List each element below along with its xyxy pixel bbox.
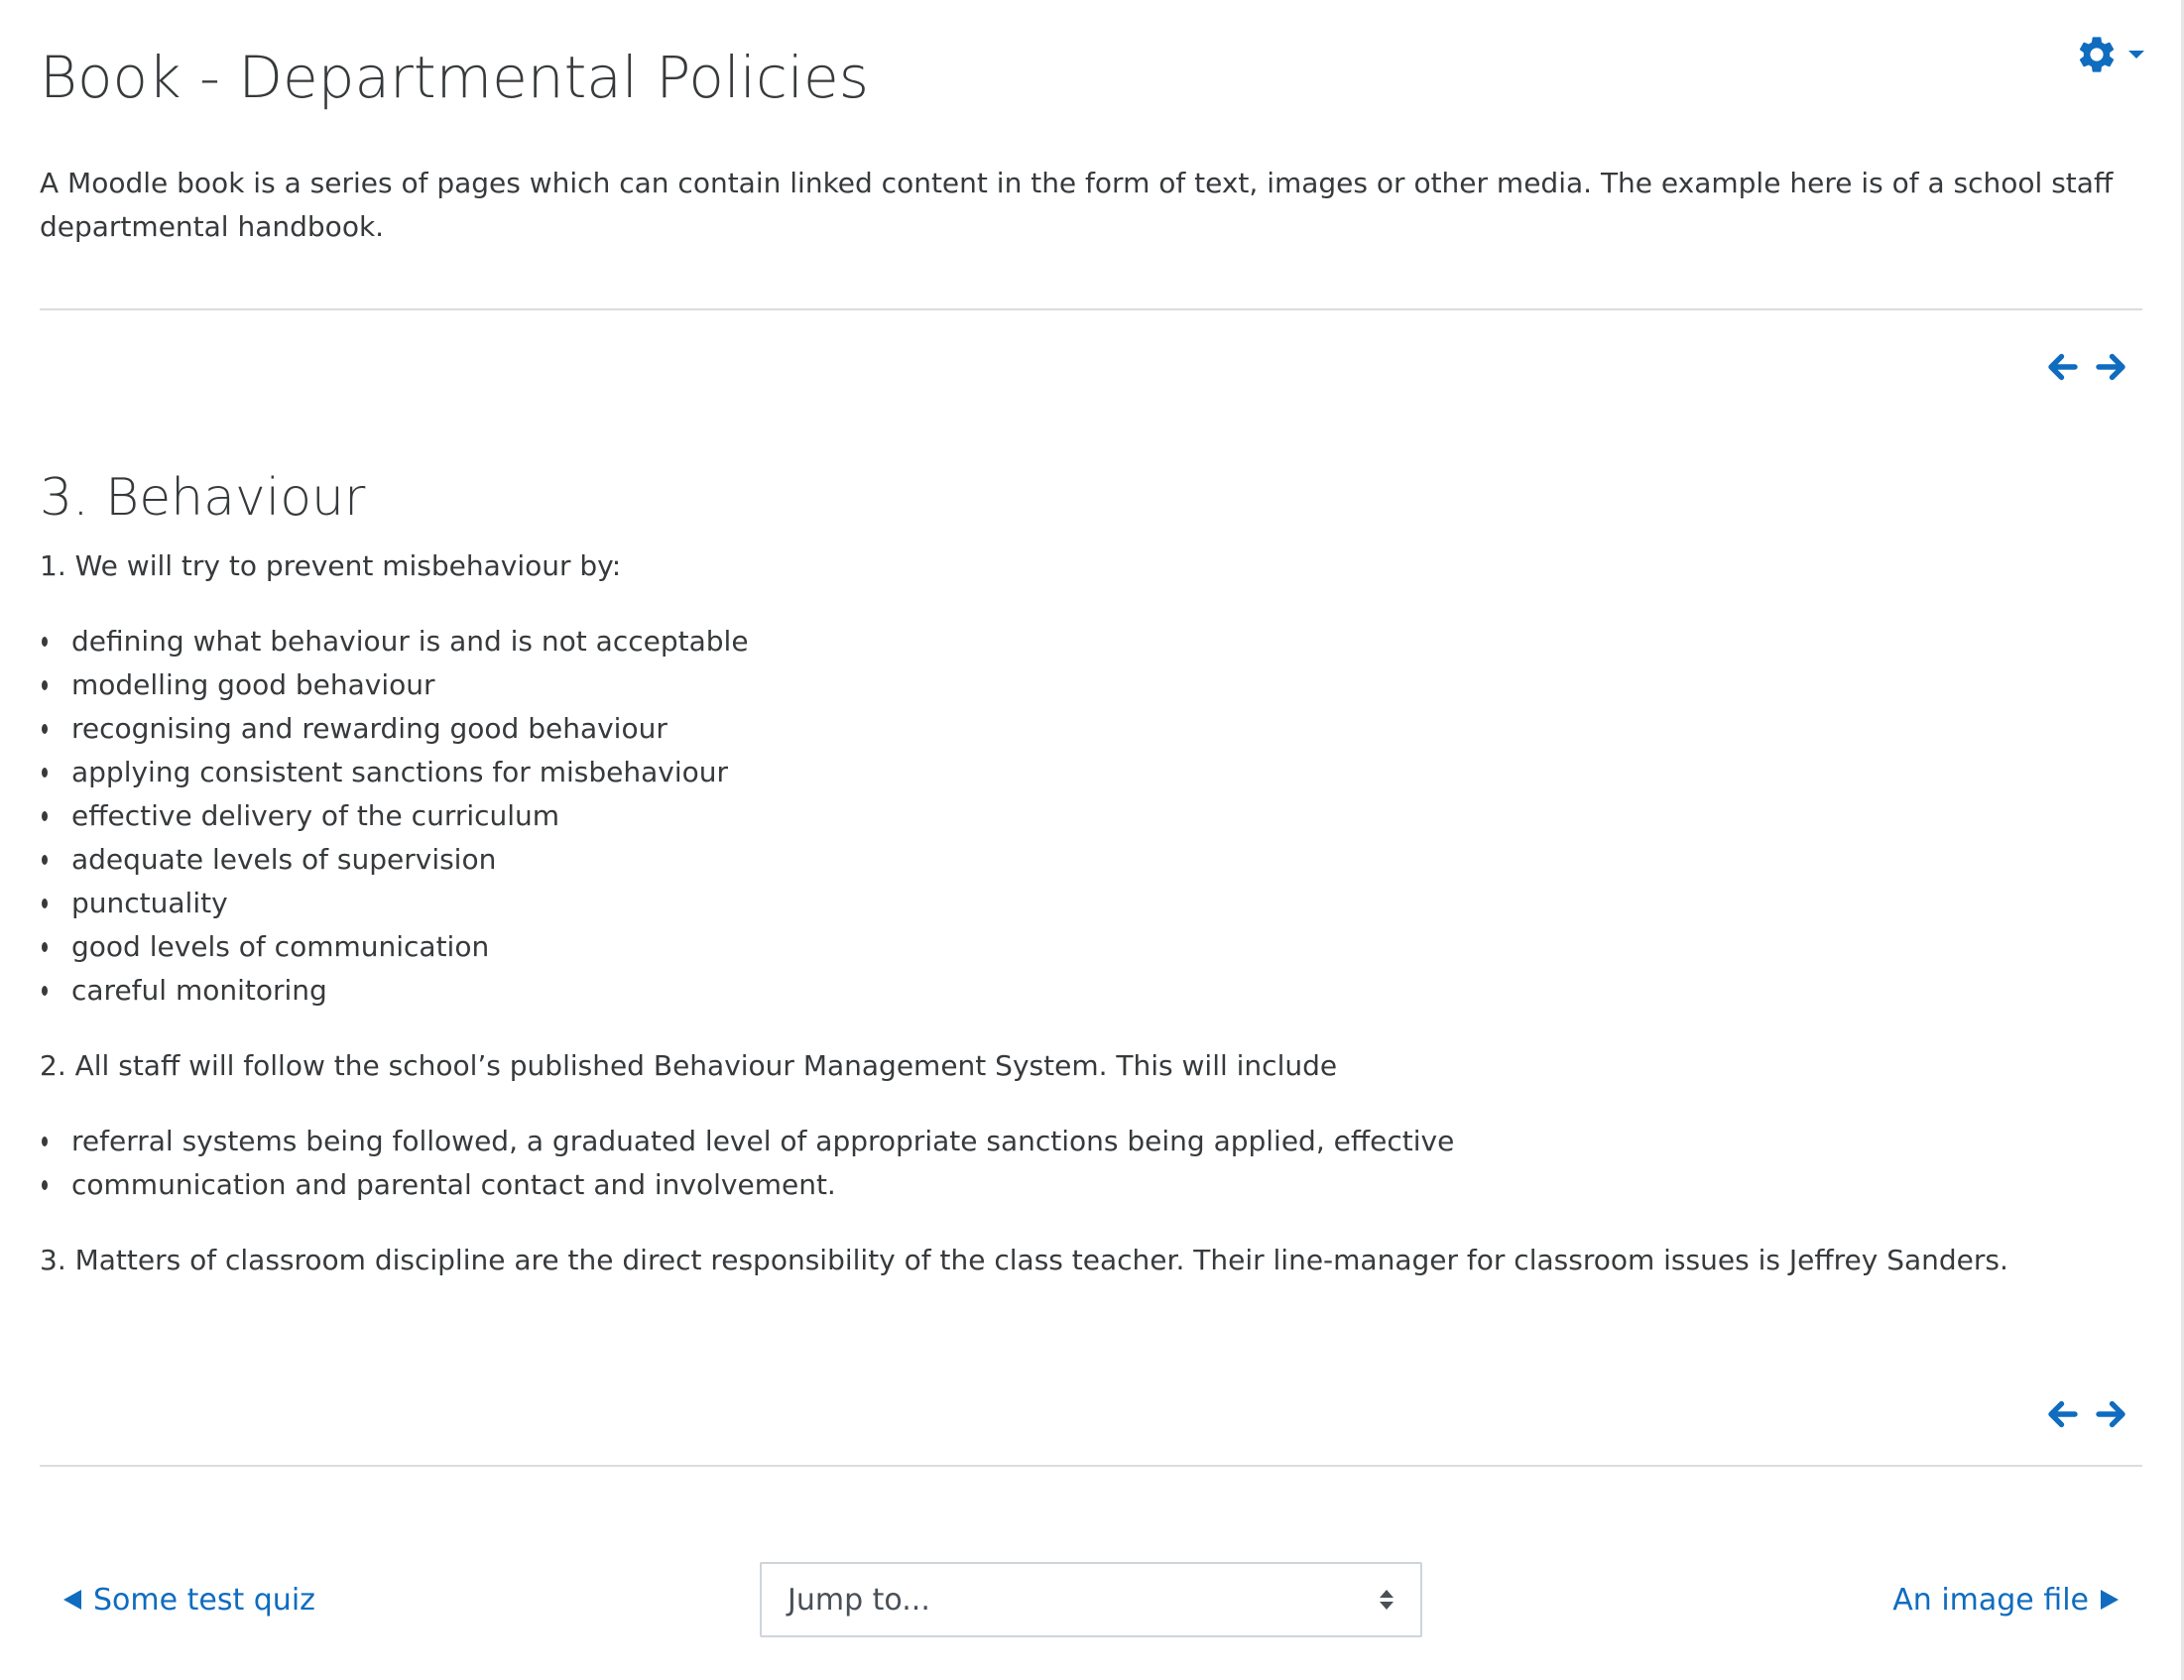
list-item: adequate levels of supervision — [40, 838, 2142, 882]
book-intro: A Moodle book is a series of pages which can contain linked content in the form of text, images or other media. The example here is of a school staff departmental handbook. — [40, 167, 2114, 243]
previous-activity-label: Some test quiz — [93, 1582, 315, 1618]
arrow-left-icon[interactable] — [2045, 349, 2081, 385]
divider-top — [40, 308, 2142, 310]
list-item: applying consistent sanctions for misbehaviour — [40, 751, 2142, 794]
divider-bottom — [40, 1465, 2142, 1467]
gear-icon — [2075, 33, 2119, 76]
list-item: good levels of communication — [40, 925, 2142, 969]
activity-navigation — [40, 1562, 2142, 1637]
caret-down-icon — [2126, 49, 2146, 60]
arrow-right-icon[interactable] — [2093, 1396, 2128, 1432]
book-nav-top — [2045, 347, 2134, 387]
triangle-right-icon — [2101, 1590, 2119, 1610]
book-nav-bottom — [2045, 1394, 2134, 1434]
previous-activity-link[interactable] — [63, 1562, 315, 1637]
next-activity-link[interactable] — [1892, 1562, 2119, 1637]
next-activity-label: An image file — [1892, 1582, 2089, 1618]
chapter-title: 3. Behaviour — [40, 468, 366, 528]
prevention-list — [40, 620, 2142, 1013]
system-list — [40, 1120, 2142, 1207]
list-item: referral systems being followed, a graduated level of appropriate sanctions being applied, effective — [40, 1120, 2142, 1163]
jump-to-select[interactable] — [760, 1562, 1422, 1637]
list-item: careful monitoring — [40, 969, 2142, 1013]
arrow-left-icon[interactable] — [2045, 1396, 2081, 1432]
paragraph-3: 3. Matters of classroom discipline are the direct responsibility of the class teacher. Their line-manager for classroom issues is Jeffrey Sanders. — [40, 1244, 2008, 1276]
chapter-content — [40, 544, 2142, 1314]
list-item: defining what behaviour is and is not acceptable — [40, 620, 2142, 663]
list-item: effective delivery of the curriculum — [40, 794, 2142, 838]
paragraph-2: 2. All staff will follow the school’s published Behaviour Management System. This will include — [40, 1049, 1338, 1082]
arrow-right-icon[interactable] — [2093, 349, 2128, 385]
list-item: communication and parental contact and involvement. — [40, 1163, 2142, 1207]
jump-to-label: Jump to... — [788, 1582, 930, 1618]
sort-updown-icon — [1379, 1588, 1395, 1612]
list-item: recognising and rewarding good behaviour — [40, 707, 2142, 751]
paragraph-1: 1. We will try to prevent misbehaviour by: — [40, 549, 622, 582]
triangle-left-icon — [63, 1590, 81, 1610]
list-item: modelling good behaviour — [40, 663, 2142, 707]
page-title: Book - Departmental Policies — [40, 44, 869, 111]
settings-menu-button[interactable] — [2075, 30, 2154, 79]
list-item: punctuality — [40, 882, 2142, 925]
